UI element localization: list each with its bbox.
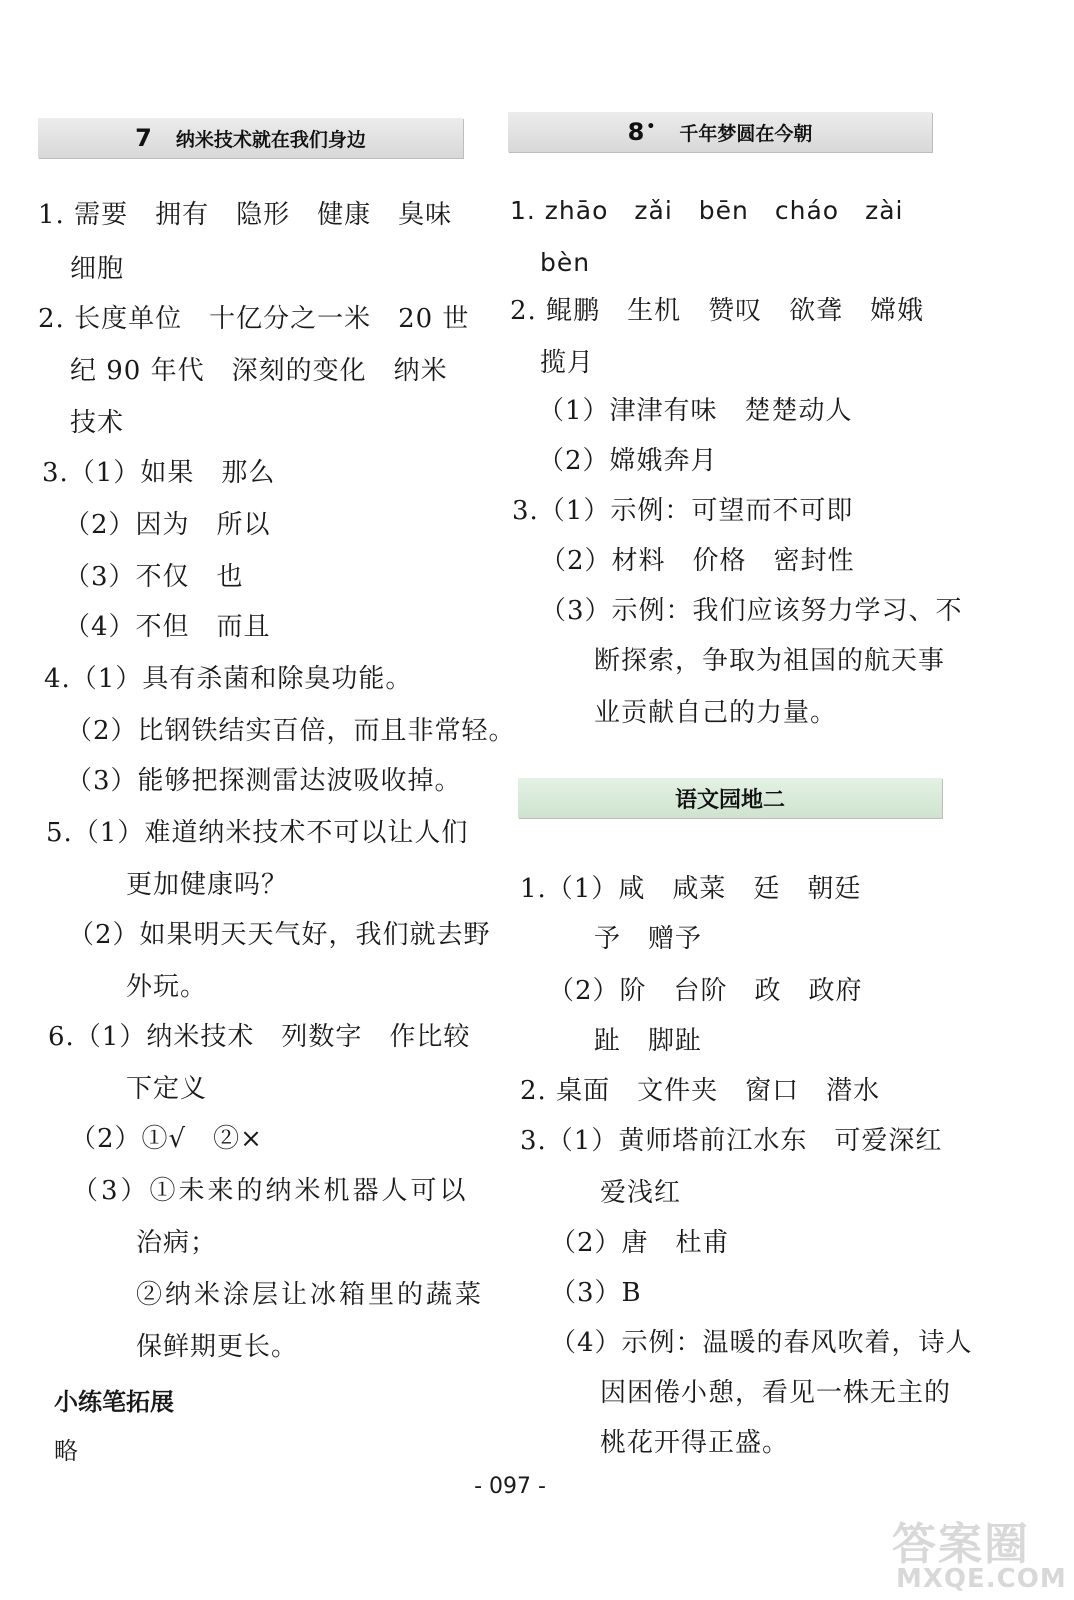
answer-line: 4.（1）具有杀菌和除臭功能。 xyxy=(44,664,413,694)
answer-line: （2）材料 价格 密封性 xyxy=(540,546,855,576)
page-number: - 097 - xyxy=(474,1474,546,1499)
garden-title: 语文园地二 xyxy=(674,787,785,813)
lesson-8-title: 千年梦圆在今朝 xyxy=(679,122,813,145)
garden-line: 桃花开得正盛。 xyxy=(600,1428,790,1458)
answer-line: （2）因为 所以 xyxy=(64,510,271,540)
garden-line: 因困倦小憩，看见一株无主的 xyxy=(600,1378,952,1408)
garden-line: 2. 桌面 文件夹 窗口 潜水 xyxy=(520,1076,881,1106)
answer-line: 3.（1）示例：可望而不可即 xyxy=(512,496,854,526)
answer-line: 纪 90 年代 深刻的变化 纳米 xyxy=(70,356,448,386)
lesson-8-header xyxy=(508,112,932,152)
answer-line: 外玩。 xyxy=(126,972,208,1002)
extension-answer: 略 xyxy=(54,1437,79,1465)
answer-line: 6.（1）纳米技术 列数字 作比较 xyxy=(48,1022,471,1052)
answer-line: 更加健康吗？ xyxy=(126,870,289,900)
answer-line: （1）津津有味 楚楚动人 xyxy=(538,396,853,426)
answer-line: （2）如果明天天气好，我们就去野 xyxy=(68,920,491,950)
watermark-top: 答案圈 xyxy=(892,1519,1030,1570)
answer-line: （3）不仅 也 xyxy=(64,562,244,592)
garden-line: （3）B xyxy=(550,1278,642,1308)
answer-line: 业贡献自己的力量。 xyxy=(594,698,838,728)
answer-line: （3）①未来的纳米机器人可以 xyxy=(72,1176,469,1206)
garden-line: 趾 脚趾 xyxy=(594,1026,703,1056)
garden-line: （2）阶 台阶 政 政府 xyxy=(548,976,863,1006)
lesson-7-header xyxy=(38,118,463,158)
answer-line: 断探索，争取为祖国的航天事 xyxy=(594,646,946,676)
lesson-7-number: 7 xyxy=(135,124,152,152)
pinyin-line: 1. zhāo zǎi bēn cháo zài xyxy=(510,196,904,225)
answer-line: 下定义 xyxy=(126,1074,208,1104)
garden-line: （4）示例：温暖的春风吹着，诗人 xyxy=(550,1328,973,1358)
answer-line: 2. 鲲鹏 生机 赞叹 欲聋 嫦娥 xyxy=(510,296,925,326)
answer-line: 3.（1）如果 那么 xyxy=(42,458,276,488)
extension-title: 小练笔拓展 xyxy=(54,1388,174,1416)
pinyin-line: bèn xyxy=(540,248,591,277)
garden-line: （2）唐 杜甫 xyxy=(550,1228,730,1258)
answer-line: ②纳米涂层让冰箱里的蔬菜 xyxy=(136,1280,485,1310)
watermark-logo xyxy=(888,1508,1067,1594)
lesson-7-title: 纳米技术就在我们身边 xyxy=(175,128,366,151)
answer-line: 技术 xyxy=(70,408,125,438)
answer-line: 5.（1）难道纳米技术不可以让人们 xyxy=(46,818,469,848)
answer-line: （2）嫦娥奔月 xyxy=(538,446,718,476)
answer-line: 1. 需要 拥有 隐形 健康 臭味 xyxy=(38,200,453,230)
garden-header xyxy=(518,778,942,818)
watermark-bottom: MXQE.COM xyxy=(896,1564,1067,1594)
answer-line: 保鲜期更长。 xyxy=(136,1332,299,1362)
answer-line: 细胞 xyxy=(70,254,125,284)
answer-line: （4）不但 而且 xyxy=(64,612,271,642)
answer-line: 治病； xyxy=(136,1228,218,1258)
garden-line: 3.（1）黄师塔前江水东 可爱深红 xyxy=(520,1126,943,1156)
garden-line: 爱浅红 xyxy=(600,1178,682,1208)
answer-line: 揽月 xyxy=(540,348,595,378)
answer-line: 2. 长度单位 十亿分之一米 20 世 xyxy=(38,304,470,334)
answer-line: （2）①√ ②× xyxy=(70,1124,263,1154)
answer-line: （3）示例：我们应该努力学习、不 xyxy=(540,596,963,626)
garden-line: 予 赠予 xyxy=(594,924,703,954)
answer-line: （2）比钢铁结实百倍，而且非常轻。 xyxy=(66,716,516,746)
garden-line: 1.（1）咸 咸菜 廷 朝廷 xyxy=(520,874,862,904)
answer-line: （3）能够把探测雷达波吸收掉。 xyxy=(66,766,462,796)
lesson-8-number: 8 • xyxy=(627,118,656,146)
